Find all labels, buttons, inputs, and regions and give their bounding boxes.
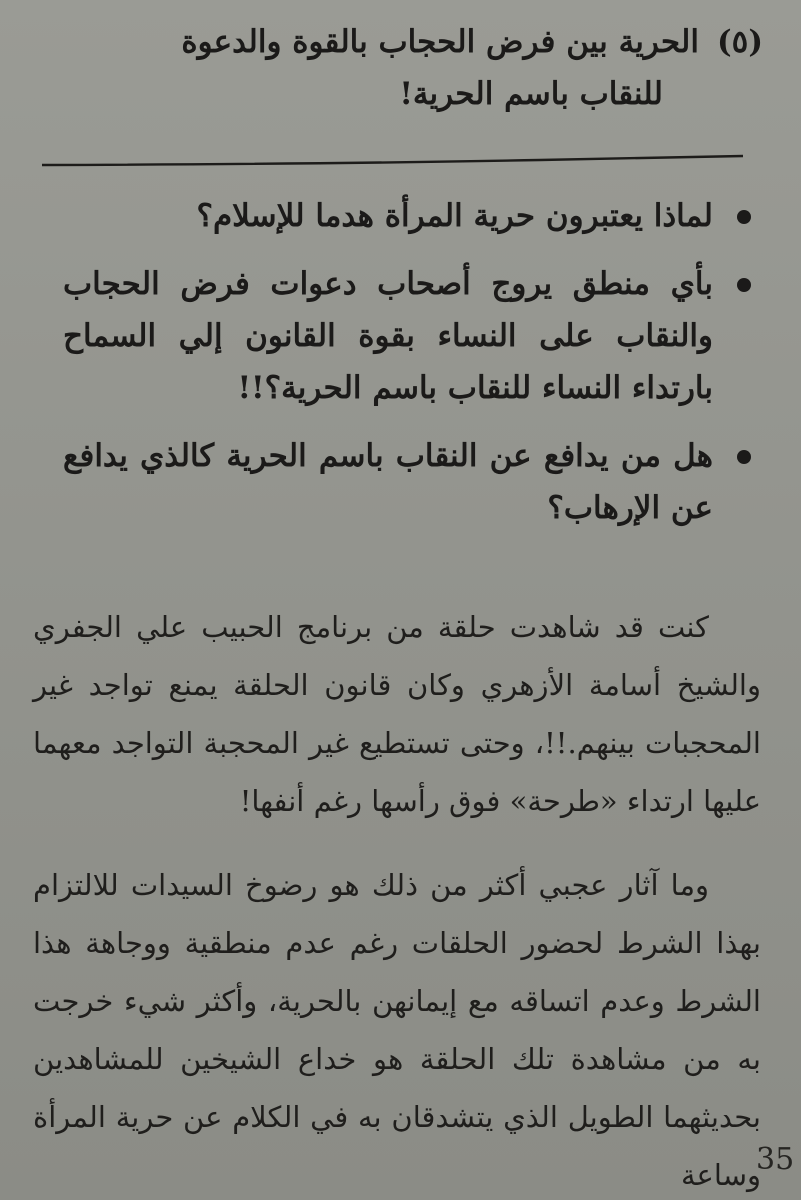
bullet-icon [737,278,751,292]
chapter-title-line-1 [43,16,763,68]
chapter-heading [43,16,763,120]
list-item [63,190,753,242]
question-text: هل من يدافع عن النقاب باسم الحرية كالذي يدافع عن الإرهاب؟ [63,438,713,526]
paragraph: وما آثار عجبي أكثر من ذلك هو رضوخ السيدات للالتزام بهذا الشرط لحضور الحلقات رغم عدم منطقية ووجاهة هذا الشرط وعدم اتساقه مع إيمانهن بالحرية، وأكثر شيء خرجت به من مشاهدة تلك الحلقة هو خداع الشيخين للمشاهدين بحديثهما الطويل الذي يتشدقان به في الكلام عن حرية المرأة وساعة [33,868,761,1192]
paragraph: كنت قد شاهدت حلقة من برنامج الحبيب علي الجفري والشيخ أسامة الأزهري وكان قانون الحلقة يمنع تواجد غير المحجبات بينهم.!!، وحتى تستطيع غير المحجبة التواجد معهما عليها ارتداء «طرحة» فوق رأسها رغم أنفها! [33,610,761,818]
page-number: 35 [756,1142,795,1177]
chapter-number: (٥) [717,24,763,60]
list-item [63,258,753,414]
bullet-icon [737,450,751,464]
body-text [33,598,761,1200]
heading-divider [40,154,745,168]
bullet-icon [737,210,751,224]
chapter-title-text-1: الحرية بين فرض الحجاب بالقوة والدعوة [181,24,699,60]
chapter-title-line-2: للنقاب باسم الحرية! [399,76,663,112]
question-text: بأي منطق يروج أصحاب دعوات فرض الحجاب والنقاب على النساء بقوة القانون إلي السماح بارتداء النساء للنقاب باسم الحرية؟!! [63,266,713,406]
question-text: لماذا يعتبرون حرية المرأة هدما للإسلام؟ [196,198,713,234]
list-item [63,430,753,534]
question-list [63,190,753,550]
